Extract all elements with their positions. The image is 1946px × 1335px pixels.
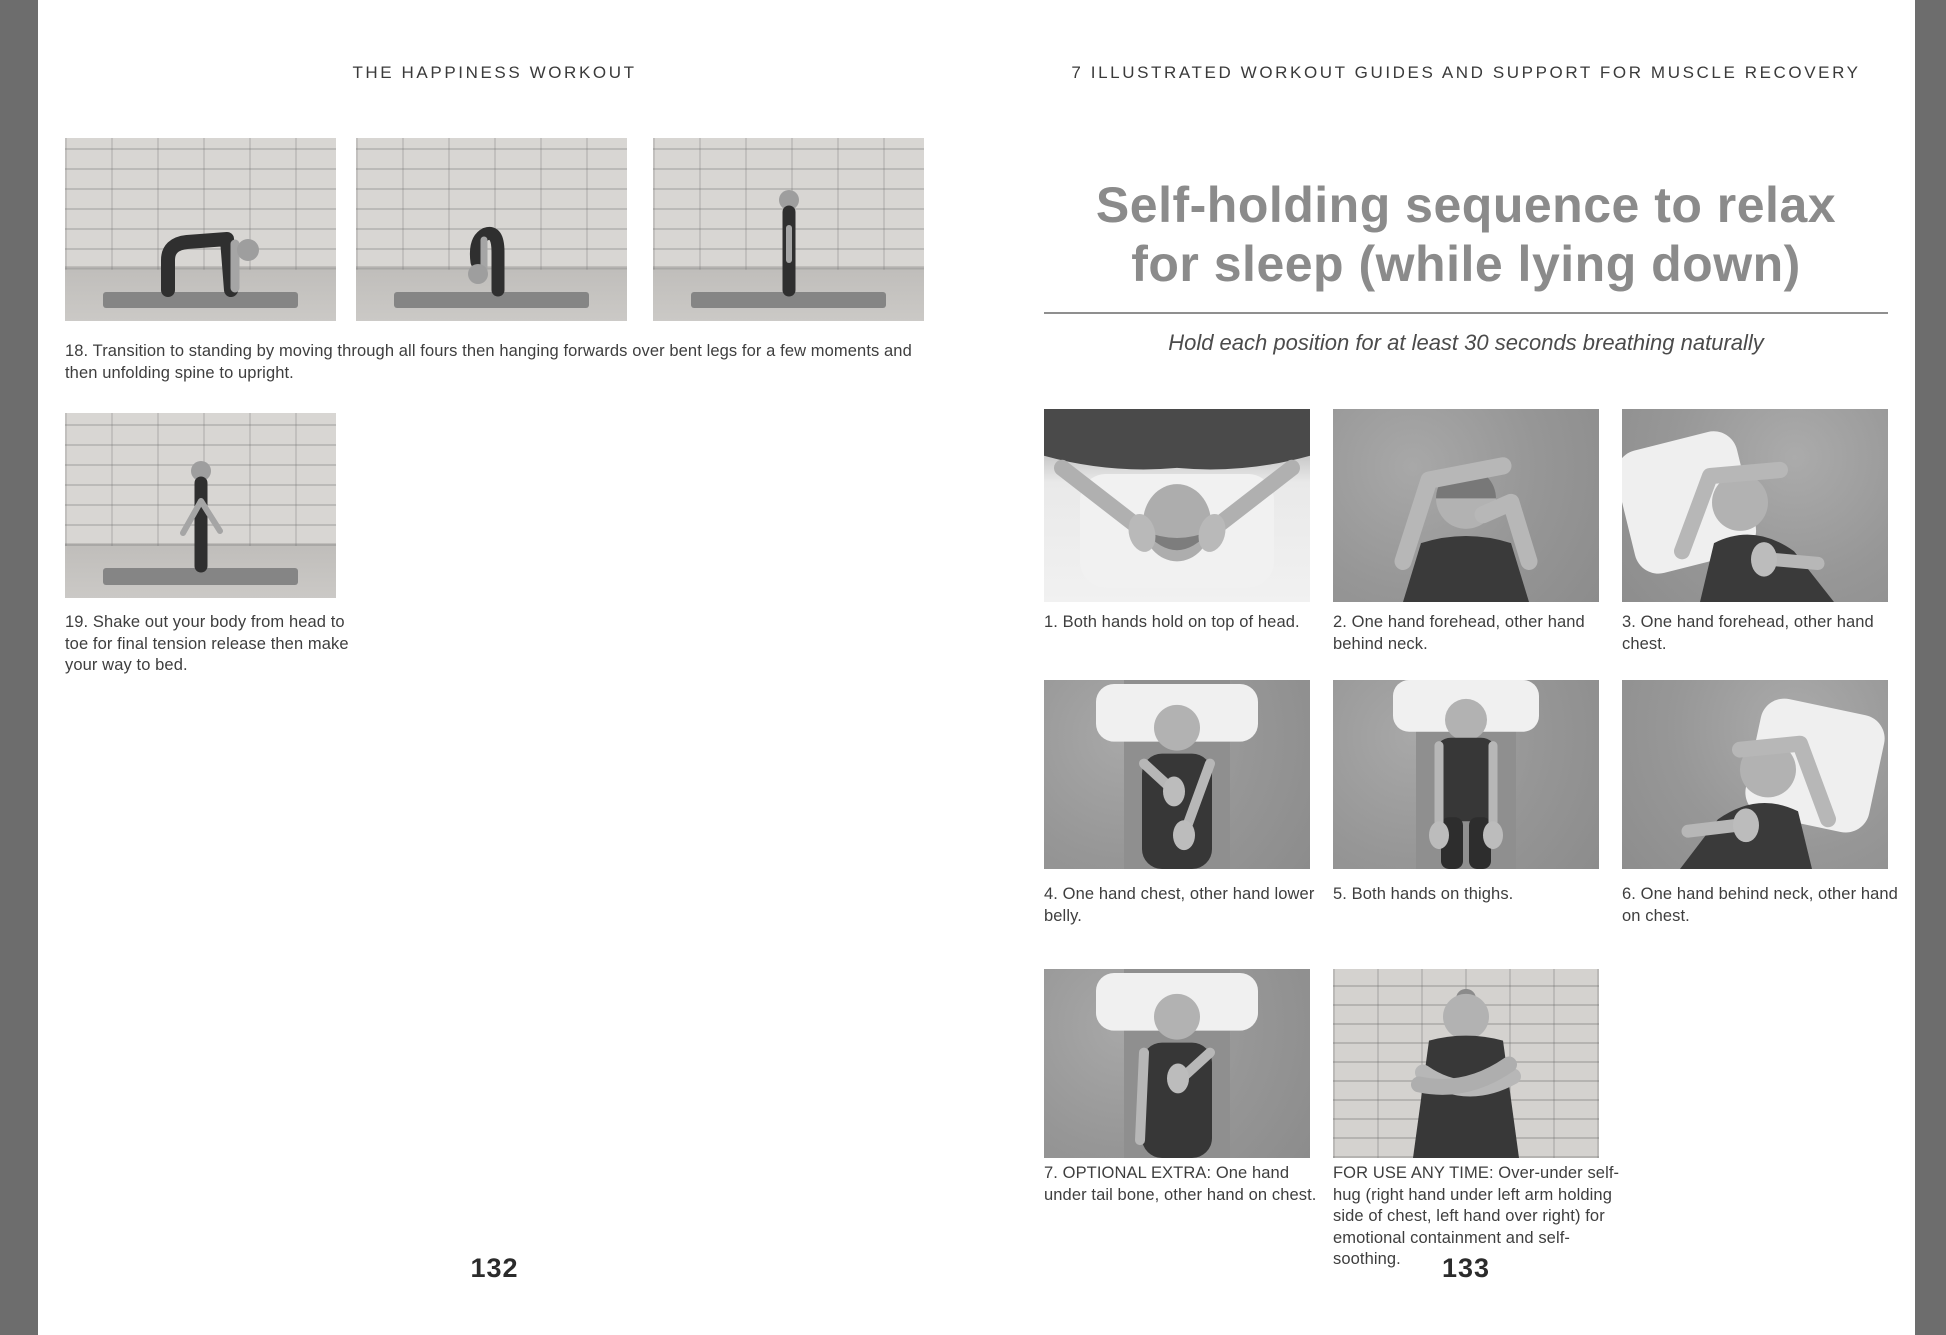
right-page-number: 133: [1441, 1253, 1491, 1283]
photo-chest-belly: [1044, 680, 1310, 869]
photo-step18-forward-fold: [356, 138, 627, 321]
photo-forehead-chest: [1622, 409, 1888, 602]
section-title: [1024, 176, 1908, 294]
figure-forward-fold-silhouette: [356, 138, 627, 321]
figure-tailbone-chest-silhouette: [1044, 969, 1310, 1158]
left-page-header: THE HAPPINESS WORKOUT: [352, 63, 637, 82]
figure-forehead-chest-silhouette: [1622, 409, 1888, 602]
caption-step-19: 19. Shake out your body from head to toe for final tension release then make your way to bed.: [65, 613, 349, 674]
photo-hands-on-thighs: [1333, 680, 1599, 869]
right-binding-edge: [1915, 0, 1946, 1335]
caption-item-7: 7. OPTIONAL EXTRA: One hand under tail bone, other hand on chest.: [1044, 1164, 1317, 1204]
figure-self-hug-silhouette: [1333, 969, 1599, 1158]
photo-step18-all-fours: [65, 138, 336, 321]
figure-hands-on-thighs-silhouette: [1333, 680, 1599, 869]
right-page-header: 7 ILLUSTRATED WORKOUT GUIDES AND SUPPORT FOR MUSCLE RECOVERY: [1071, 63, 1861, 82]
section-title-line-2: for sleep (while lying down): [1131, 236, 1801, 292]
caption-item-3: 3. One hand forehead, other hand chest.: [1622, 613, 1874, 653]
caption-item-1: 1. Both hands hold on top of head.: [1044, 613, 1300, 631]
left-binding-edge: [0, 0, 38, 1335]
caption-item-6: 6. One hand behind neck, other hand on chest.: [1622, 885, 1898, 925]
photo-tailbone-chest: [1044, 969, 1310, 1158]
caption-item-8: FOR USE ANY TIME: Over-under self-hug (right hand under left arm holding side of chest, left hand over right) for emotional containment and self-soothing.: [1333, 1164, 1620, 1268]
section-subtitle: Hold each position for at least 30 seconds breathing naturally: [1168, 330, 1764, 355]
figure-hands-on-head-silhouette: [1044, 409, 1310, 602]
title-divider: [1044, 312, 1888, 314]
caption-item-4: 4. One hand chest, other hand lower belly.: [1044, 885, 1315, 925]
caption-item-2: 2. One hand forehead, other hand behind neck.: [1333, 613, 1585, 653]
figure-shake-out-silhouette: [65, 413, 336, 598]
figure-forehead-neck-silhouette: [1333, 409, 1599, 602]
figure-neck-chest-silhouette: [1622, 680, 1888, 869]
figure-all-fours-silhouette: [65, 138, 336, 321]
caption-step-18: 18. Transition to standing by moving through all fours then hanging forwards over bent legs for a few moments and then unfolding spine to upright.: [65, 342, 912, 382]
photo-step18-standing: [653, 138, 924, 321]
section-title-line-1: Self-holding sequence to relax: [1095, 177, 1837, 233]
photo-step19-shake-out: [65, 413, 336, 598]
caption-item-5: 5. Both hands on thighs.: [1333, 885, 1514, 903]
figure-standing-silhouette: [653, 138, 924, 321]
photo-hands-on-head: [1044, 409, 1310, 602]
photo-neck-chest: [1622, 680, 1888, 869]
figure-chest-belly-silhouette: [1044, 680, 1310, 869]
left-page-number: 132: [470, 1253, 519, 1283]
photo-forehead-neck: [1333, 409, 1599, 602]
photo-self-hug: [1333, 969, 1599, 1158]
